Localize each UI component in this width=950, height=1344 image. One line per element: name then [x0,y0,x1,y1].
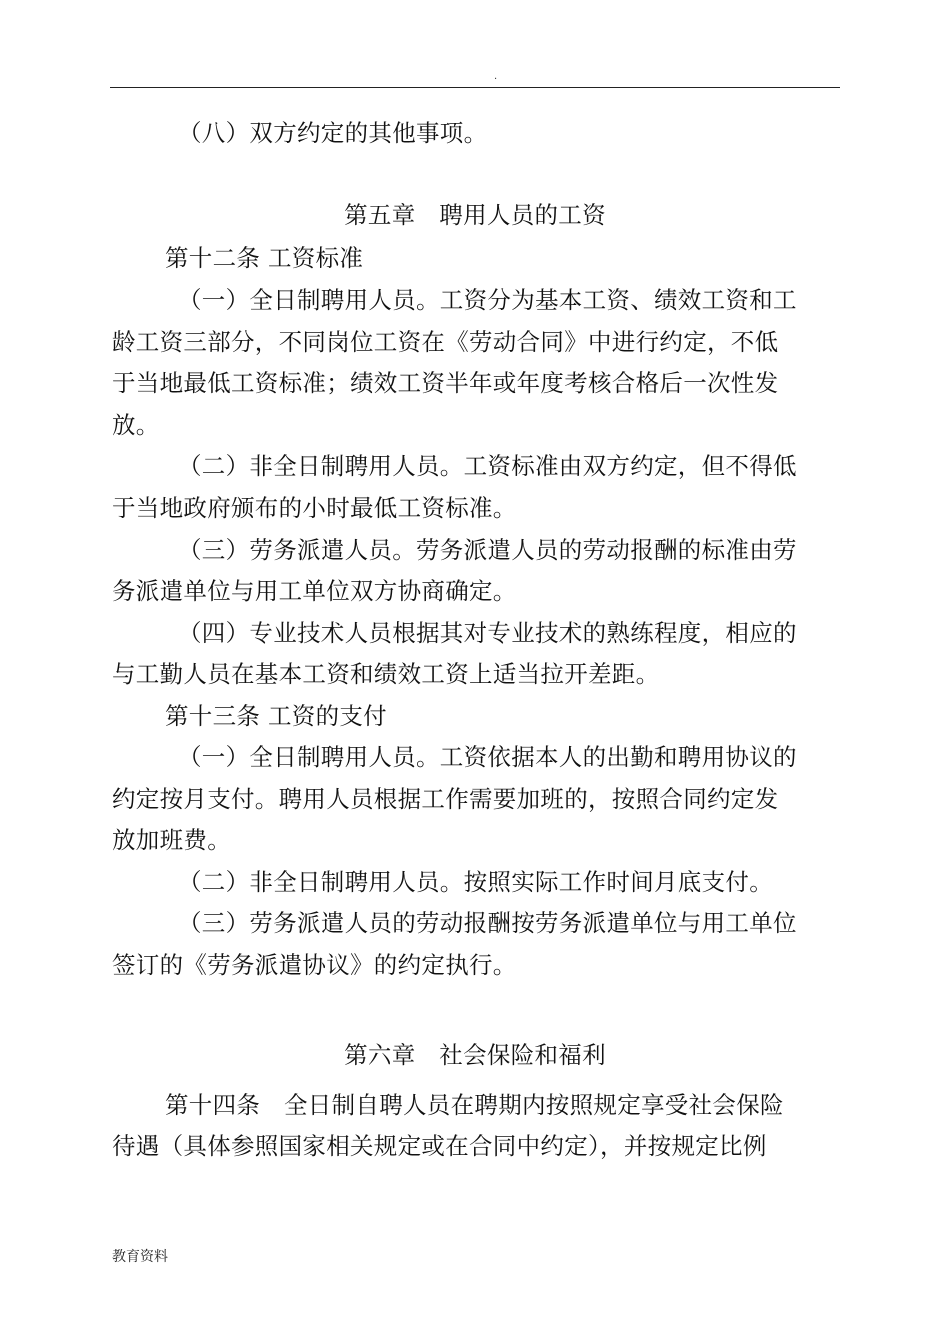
article-12-item-3-line-2: 务派遣单位与用工单位双方协商确定。 [112,577,517,605]
article-14-line-1: 第十四条 全日制自聘人员在聘期内按照规定享受社会保险 [165,1091,784,1119]
article-12-item-2-line-2: 于当地政府颁布的小时最低工资标准。 [112,494,517,522]
article-12-item-4-line-2: 与工勤人员在基本工资和绩效工资上适当拉开差距。 [112,660,660,688]
clause-8-text: （八）双方约定的其他事项。 [178,119,488,147]
article-13-item-1-line-1: （一）全日制聘用人员。工资依据本人的出勤和聘用协议的 [178,743,797,771]
article-12-item-1-line-4: 放。 [112,411,160,439]
article-12-item-1-line-2: 龄工资三部分，不同岗位工资在《劳动合同》中进行约定，不低 [112,328,779,356]
article-12-heading: 第十二条 工资标准 [165,244,364,272]
header-dot: . [494,71,498,82]
article-12-item-1-line-3: 于当地最低工资标准；绩效工资半年或年度考核合格后一次性发 [112,369,779,397]
article-13-item-1-line-3: 放加班费。 [112,826,231,854]
article-13-item-3-line-2: 签订的《劳务派遣协议》的约定执行。 [112,951,517,979]
article-13-item-3-line-1: （三）劳务派遣人员的劳动报酬按劳务派遣单位与用工单位 [178,909,797,937]
article-12-item-4-line-1: （四）专业技术人员根据其对专业技术的熟练程度，相应的 [178,619,797,647]
chapter-6-heading: 第六章 社会保险和福利 [344,1041,606,1069]
header-rule [110,87,840,88]
article-14-line-2: 待遇（具体参照国家相关规定或在合同中约定），并按规定比例 [112,1132,767,1160]
chapter-5-heading: 第五章 聘用人员的工资 [344,201,606,229]
article-12-item-3-line-1: （三）劳务派遣人员。劳务派遣人员的劳动报酬的标准由劳 [178,536,797,564]
article-13-item-1-line-2: 约定按月支付。聘用人员根据工作需要加班的，按照合同约定发 [112,785,779,813]
article-13-item-2-line-1: （二）非全日制聘用人员。按照实际工作时间月底支付。 [178,868,773,896]
article-12-item-1-line-1: （一）全日制聘用人员。工资分为基本工资、绩效工资和工 [178,286,797,314]
article-12-item-2-line-1: （二）非全日制聘用人员。工资标准由双方约定，但不得低 [178,452,797,480]
footer-label: 教育资料 [112,1249,168,1265]
article-13-heading: 第十三条 工资的支付 [165,702,387,730]
